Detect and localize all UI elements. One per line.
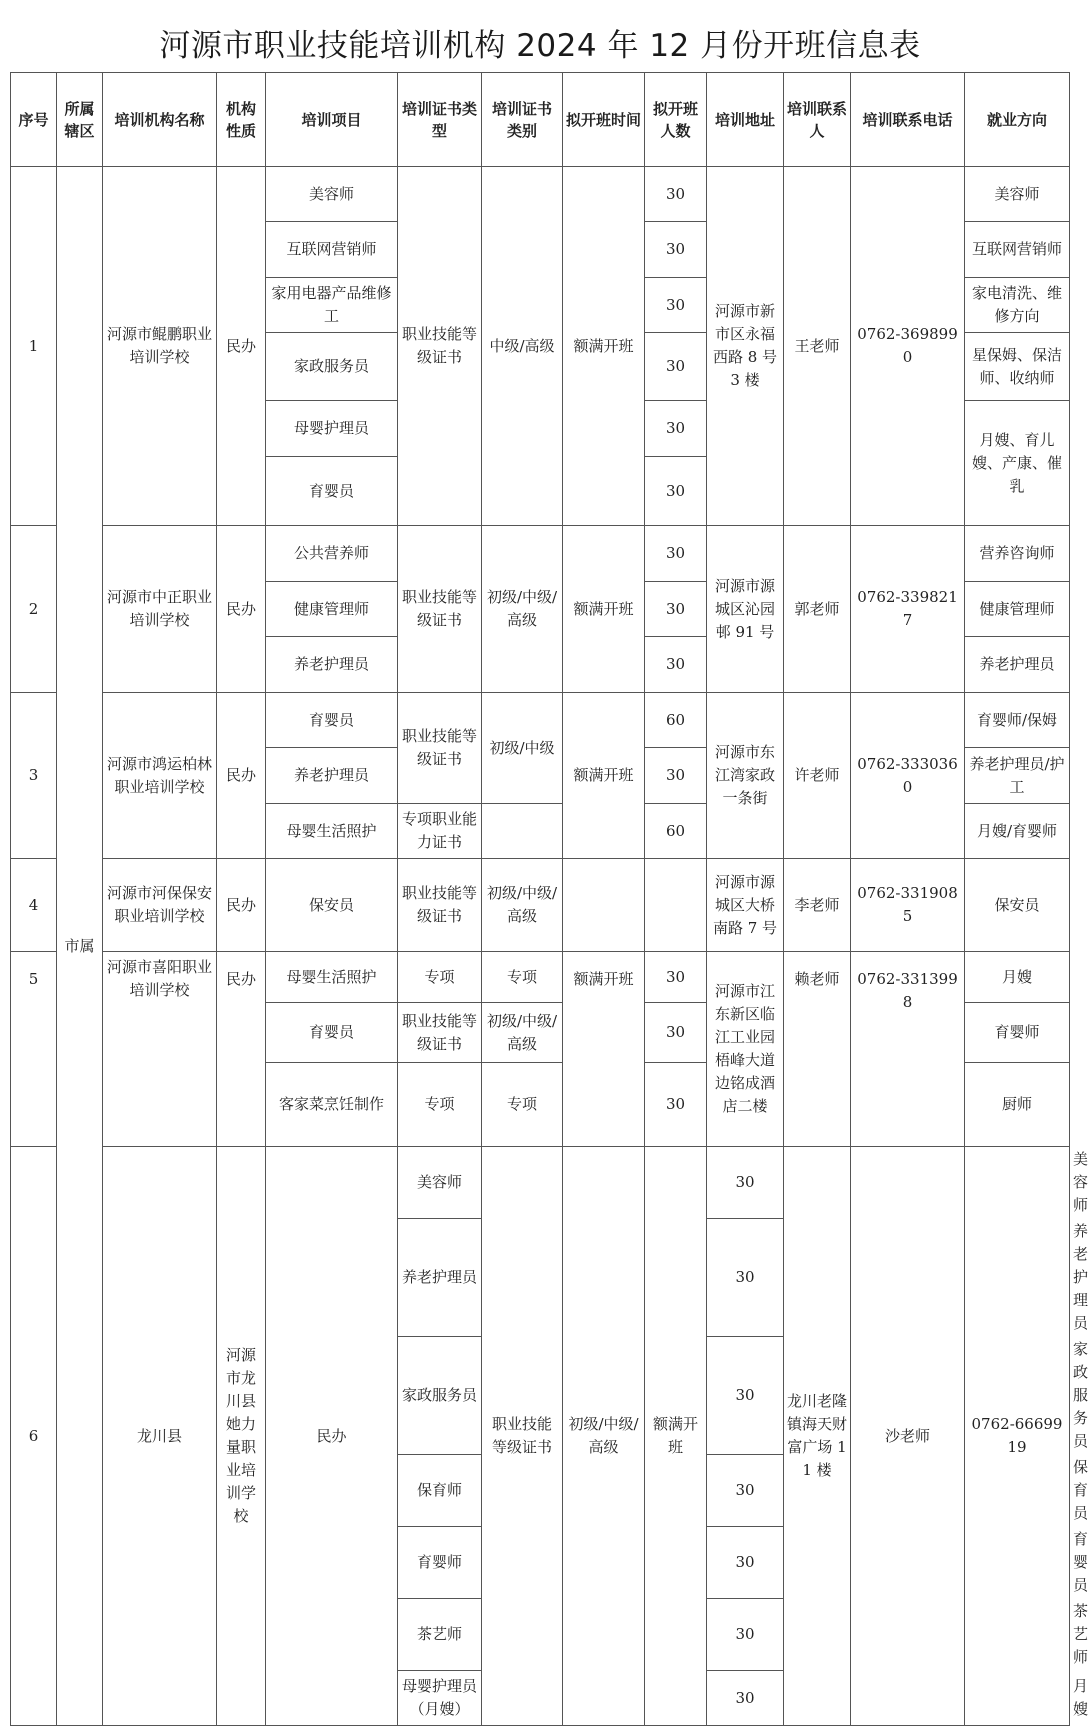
header-org: 培训机构名称 [103, 73, 217, 167]
cert-level-cell: 专项 [482, 952, 563, 1003]
count-cell: 30 [707, 1527, 784, 1599]
header-nature: 机构性质 [217, 73, 266, 167]
cert-level-cell: 初级/中级 [482, 693, 563, 804]
employment-cell: 保安员 [965, 859, 1070, 952]
table-row [11, 693, 1070, 748]
header-seq: 序号 [11, 73, 57, 167]
project-cell: 保育师 [398, 1455, 482, 1527]
cert-type-cell: 专项职业能力证书 [398, 804, 482, 859]
count-cell: 30 [645, 1003, 707, 1063]
contact-cell: 郭老师 [784, 526, 851, 693]
table-row: 6 龙川县 河源市龙川县她力量职业培训学校 民办 美容师 职业技能等级证书 初级/中级/高级 额满开班 30 龙川老隆镇海天财富广场 11 楼 沙老师 0762-6669919 美容师 [11, 1147, 1070, 1219]
cert-level-cell: 初级/中级/高级 [482, 526, 563, 693]
count-cell: 30 [645, 167, 707, 222]
project-cell: 养老护理员 [266, 637, 398, 693]
employment-cell: 月嫂、育儿嫂、产康、催乳 [965, 401, 1070, 526]
nature-cell: 民办 [217, 952, 266, 1147]
seq-cell: 6 [11, 1147, 57, 1726]
header-address: 培训地址 [707, 73, 784, 167]
time-cell: 额满开班 [645, 1147, 707, 1726]
project-cell: 公共营养师 [266, 526, 398, 582]
count-cell: 30 [645, 526, 707, 582]
header-count: 拟开班人数 [645, 73, 707, 167]
employment-cell: 养老护理员 [965, 637, 1070, 693]
header-cert-level: 培训证书类别 [482, 73, 563, 167]
nature-cell: 民办 [266, 1147, 398, 1726]
table-row: 家政服务员 30 家政服务员 [11, 1337, 1070, 1455]
header-cert-type: 培训证书类型 [398, 73, 482, 167]
cert-level-cell: 初级/中级/高级 [482, 1003, 563, 1063]
count-cell: 30 [645, 457, 707, 526]
header-row [11, 73, 1070, 167]
phone-cell: 0762-3698990 [851, 167, 965, 526]
contact-cell: 许老师 [784, 693, 851, 859]
project-cell: 保安员 [266, 859, 398, 952]
employment-cell: 美容师 [965, 167, 1070, 222]
time-cell: 额满开班 [563, 167, 645, 526]
address-cell: 龙川老隆镇海天财富广场 11 楼 [784, 1147, 851, 1726]
address-cell: 河源市东江湾家政一条街 [707, 693, 784, 859]
project-cell: 母婴生活照护 [266, 952, 398, 1003]
nature-cell: 民办 [217, 526, 266, 693]
cert-type-cell: 专项 [398, 952, 482, 1003]
project-cell: 客家菜烹饪制作 [266, 1063, 398, 1147]
table-row [11, 859, 1070, 952]
count-cell: 30 [645, 401, 707, 457]
cert-type-cell: 职业技能等级证书 [398, 693, 482, 804]
employment-cell: 家电清洗、维修方向 [965, 278, 1070, 333]
employment-cell: 互联网营销师 [965, 222, 1070, 278]
district-cell: 市属 [57, 167, 103, 1726]
table-row: 保育师 30 保育员 [11, 1455, 1070, 1527]
cert-type-cell: 职业技能等级证书 [398, 526, 482, 693]
contact-cell: 王老师 [784, 167, 851, 526]
cert-type-cell: 专项 [398, 1063, 482, 1147]
table-row: 养老护理员 30 养老护理员 [11, 1219, 1070, 1337]
address-cell: 河源市江东新区临江工业园梧峰大道边铭成酒店二楼 [707, 952, 784, 1147]
project-cell: 互联网营销师 [266, 222, 398, 278]
time-cell [563, 859, 645, 952]
cert-type-cell: 职业技能等级证书 [482, 1147, 563, 1726]
contact-cell: 赖老师 [784, 952, 851, 1147]
count-cell: 30 [707, 1599, 784, 1671]
project-cell: 育婴师 [398, 1527, 482, 1599]
count-cell: 30 [645, 582, 707, 637]
project-cell: 母婴护理员 [266, 401, 398, 457]
project-cell: 茶艺师 [398, 1599, 482, 1671]
employment-cell: 养老护理员/护工 [965, 748, 1070, 804]
org-name-cell: 河源市河保保安职业培训学校 [103, 859, 217, 952]
project-cell: 家用电器产品维修工 [266, 278, 398, 333]
address-cell: 河源市新市区永福西路 8 号 3 楼 [707, 167, 784, 526]
table-row: 茶艺师 30 茶艺师 [11, 1599, 1070, 1671]
count-cell: 60 [645, 804, 707, 859]
org-name-cell: 河源市鸿运柏林职业培训学校 [103, 693, 217, 859]
count-cell: 30 [645, 278, 707, 333]
project-cell: 育婴员 [266, 1003, 398, 1063]
employment-cell: 健康管理师 [965, 582, 1070, 637]
count-cell: 60 [645, 693, 707, 748]
cert-level-cell: 初级/中级/高级 [482, 859, 563, 952]
district-cell: 龙川县 [103, 1147, 217, 1726]
table-row: 母婴护理员（月嫂） 30 月嫂 [11, 1671, 1070, 1726]
org-name-cell: 河源市鲲鹏职业培训学校 [103, 167, 217, 526]
table-row [11, 167, 1070, 222]
employment-cell: 月嫂/育婴师 [965, 804, 1070, 859]
cert-level-cell: 专项 [482, 1063, 563, 1147]
seq-cell: 3 [11, 693, 57, 859]
count-cell: 30 [645, 748, 707, 804]
cert-level-cell: 中级/高级 [482, 167, 563, 526]
project-cell: 母婴护理员（月嫂） [398, 1671, 482, 1726]
project-cell: 家政服务员 [266, 333, 398, 401]
phone-cell: 0762-6669919 [965, 1147, 1070, 1726]
seq-cell: 5 [11, 952, 57, 1147]
cert-type-cell: 职业技能等级证书 [398, 167, 482, 526]
time-cell: 额满开班 [563, 952, 645, 1147]
employment-cell: 厨师 [965, 1063, 1070, 1147]
count-cell: 30 [707, 1337, 784, 1455]
count-cell: 30 [707, 1455, 784, 1527]
seq-cell: 2 [11, 526, 57, 693]
count-cell: 30 [707, 1219, 784, 1337]
cert-type-cell: 职业技能等级证书 [398, 859, 482, 952]
table-row [11, 526, 1070, 582]
page-title: 河源市职业技能培训机构 2024 年 12 月份开班信息表 [159, 28, 921, 64]
table-row: 育婴师 30 育婴员 [11, 1527, 1070, 1599]
nature-cell: 民办 [217, 693, 266, 859]
phone-cell: 0762-3398217 [851, 526, 965, 693]
address-cell: 河源市源城区沁园邨 91 号 [707, 526, 784, 693]
count-cell: 30 [645, 952, 707, 1003]
count-cell: 30 [707, 1671, 784, 1726]
cert-type-cell: 职业技能等级证书 [398, 1003, 482, 1063]
employment-cell: 营养咨询师 [965, 526, 1070, 582]
count-cell [645, 859, 707, 952]
time-cell: 额满开班 [563, 693, 645, 859]
project-cell: 养老护理员 [398, 1219, 482, 1337]
org-name-cell: 河源市龙川县她力量职业培训学校 [217, 1147, 266, 1726]
table-row [11, 952, 1070, 1003]
project-cell: 美容师 [266, 167, 398, 222]
header-employment: 就业方向 [965, 73, 1070, 167]
employment-cell: 育婴师/保姆 [965, 693, 1070, 748]
header-phone: 培训联系电话 [851, 73, 965, 167]
header-contact: 培训联系人 [784, 73, 851, 167]
cert-level-cell: 初级/中级/高级 [563, 1147, 645, 1726]
seq-cell: 4 [11, 859, 57, 952]
count-cell: 30 [645, 1063, 707, 1147]
project-cell: 育婴员 [266, 457, 398, 526]
training-schedule-table [10, 72, 1088, 1726]
contact-cell: 沙老师 [851, 1147, 965, 1726]
employment-cell: 星保姆、保洁师、收纳师 [965, 333, 1070, 401]
project-cell: 养老护理员 [266, 748, 398, 804]
phone-cell: 0762-3319085 [851, 859, 965, 952]
project-cell: 美容师 [398, 1147, 482, 1219]
project-cell: 育婴员 [266, 693, 398, 748]
phone-cell: 0762-3330360 [851, 693, 965, 859]
seq-cell: 1 [11, 167, 57, 526]
org-name-cell: 河源市中正职业培训学校 [103, 526, 217, 693]
time-cell: 额满开班 [563, 526, 645, 693]
count-cell: 30 [645, 637, 707, 693]
nature-cell: 民办 [217, 859, 266, 952]
project-cell: 健康管理师 [266, 582, 398, 637]
cert-level-cell [482, 804, 563, 859]
count-cell: 30 [645, 333, 707, 401]
header-project: 培训项目 [266, 73, 398, 167]
org-name-cell: 河源市喜阳职业培训学校 [103, 952, 217, 1147]
project-cell: 母婴生活照护 [266, 804, 398, 859]
project-cell: 家政服务员 [398, 1337, 482, 1455]
count-cell: 30 [707, 1147, 784, 1219]
header-time: 拟开班时间 [563, 73, 645, 167]
phone-cell: 0762-3313998 [851, 952, 965, 1147]
nature-cell: 民办 [217, 167, 266, 526]
count-cell: 30 [645, 222, 707, 278]
header-district: 所属辖区 [57, 73, 103, 167]
contact-cell: 李老师 [784, 859, 851, 952]
address-cell: 河源市源城区大桥南路 7 号 [707, 859, 784, 952]
employment-cell: 育婴师 [965, 1003, 1070, 1063]
employment-cell: 月嫂 [965, 952, 1070, 1003]
